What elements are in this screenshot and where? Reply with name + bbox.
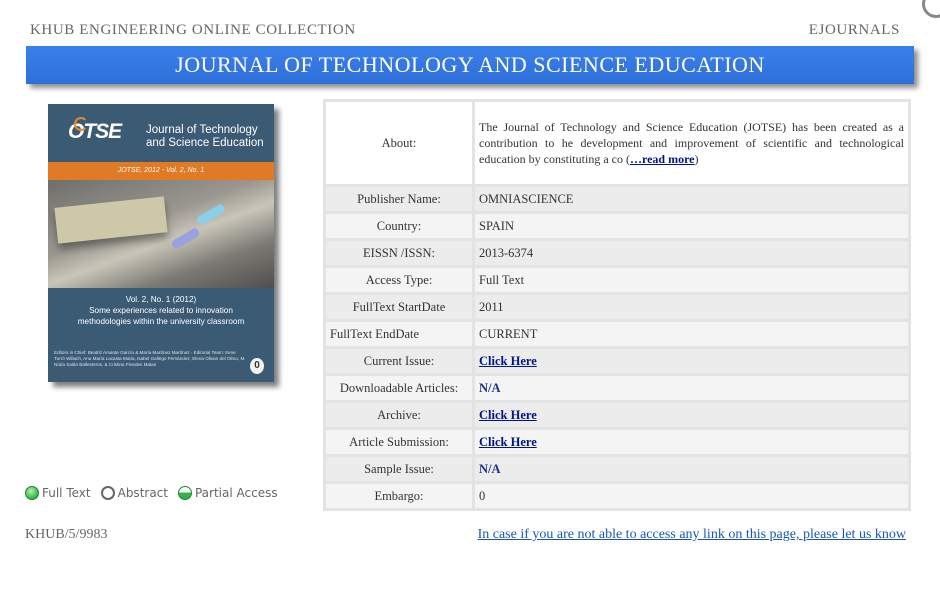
na-text: N/A: [479, 461, 501, 476]
na-text: N/A: [479, 380, 501, 395]
downloadable-articles-value: [475, 376, 908, 400]
cover-editors: Editors in Chief: Beatriz Amante García & María Martínez Martínez · Editorial Team: Irene Turró Willach, Ana María Lacasta Matía, Isabel Gallego Fernández, Elena Olivan del Olmo, M. Núria Salán Ballesteros, & Cristina Pinedes Matas: [54, 350, 246, 367]
sample-issue-label: Sample Issue:: [326, 457, 472, 481]
close-icon[interactable]: [922, 0, 940, 18]
legend-abstract: [101, 486, 168, 500]
table-row: [326, 268, 908, 292]
journal-info-table: [323, 99, 911, 511]
access-type-value: Full Text: [475, 268, 908, 292]
article-submission-link[interactable]: Click Here: [479, 434, 537, 449]
sample-issue-value: [475, 457, 908, 481]
cover-title: [146, 124, 264, 150]
collection-name: KHUB ENGINEERING ONLINE COLLECTION: [30, 22, 356, 38]
fulltext-start-value: 2011: [475, 295, 908, 319]
issn-label: EISSN /ISSN:: [326, 241, 472, 265]
cover-band: JOTSE, 2012 - Vol. 2, No. 1: [48, 162, 274, 180]
embargo-value: 0: [475, 484, 908, 508]
current-issue-value: [475, 349, 908, 373]
report-access-issue-link[interactable]: In case if you are not able to access any link on this page, please let us know: [477, 527, 906, 542]
article-submission-label: Article Submission:: [326, 430, 472, 454]
legend-label: Partial Access: [194, 486, 278, 500]
legend-label: Full Text: [42, 486, 91, 500]
publisher-label: Publisher Name:: [326, 187, 472, 211]
table-row: [326, 214, 908, 238]
about-text: The Journal of Technology and Science Education (JOTSE) has been created as a contribution to he development and improvement of scientific and technological education by constituting a co (: [479, 120, 904, 166]
table-row: [326, 376, 908, 400]
cover-header: [48, 104, 274, 162]
country-label: Country:: [326, 214, 472, 238]
table-row: [326, 403, 908, 427]
journal-id: KHUB/5/9983: [25, 527, 108, 542]
table-row: [326, 241, 908, 265]
access-type-label: Access Type:: [326, 268, 472, 292]
jotse-logo: OTSE: [68, 120, 122, 143]
cover-volume-line: Some experiences related to innovation: [89, 306, 233, 315]
cover-title-line: and Science Education: [146, 137, 264, 149]
about-value: [475, 102, 908, 184]
table-row: [326, 457, 908, 481]
abstract-icon: [101, 486, 115, 500]
table-row: [326, 430, 908, 454]
legend-full-text: [25, 486, 91, 500]
section-name: EJOURNALS: [808, 22, 900, 38]
article-submission-value: [475, 430, 908, 454]
legend-label: Abstract: [117, 486, 168, 500]
journal-title-bar: [26, 46, 914, 84]
publisher-value: OMNIASCIENCE: [475, 187, 908, 211]
cover-title-line: Journal of Technology: [146, 124, 258, 136]
cover-volume-line: methodologies within the university classroom: [77, 317, 245, 326]
cover-volume-text: [48, 294, 274, 327]
table-row: [326, 349, 908, 373]
cover-badge-icon: 0: [250, 358, 264, 374]
table-row: [326, 187, 908, 211]
current-issue-link[interactable]: Click Here: [479, 353, 537, 368]
partial-access-icon: [178, 486, 192, 500]
cover-volume-line: Vol. 2, No. 1 (2012): [125, 295, 197, 304]
archive-link[interactable]: Click Here: [479, 407, 537, 422]
fulltext-end-label: FullText EndDate: [326, 322, 472, 346]
current-issue-label: Current Issue:: [326, 349, 472, 373]
about-close: ): [694, 152, 699, 166]
full-text-icon: [25, 486, 39, 500]
fulltext-end-value: CURRENT: [475, 322, 908, 346]
embargo-label: Embargo:: [326, 484, 472, 508]
legend-partial-access: [178, 486, 278, 500]
fulltext-start-label: FullText StartDate: [326, 295, 472, 319]
cover-photo: [48, 180, 274, 288]
page-title: JOURNAL OF TECHNOLOGY AND SCIENCE EDUCATION: [175, 52, 765, 77]
table-row: [326, 322, 908, 346]
country-value: SPAIN: [475, 214, 908, 238]
read-more-link[interactable]: …read more: [629, 152, 695, 166]
journal-cover-image: [48, 104, 274, 382]
table-row: [326, 295, 908, 319]
table-row: [326, 484, 908, 508]
downloadable-articles-label: Downloadable Articles:: [326, 376, 472, 400]
about-label: About:: [326, 102, 472, 184]
archive-value: [475, 403, 908, 427]
issn-value: 2013-6374: [475, 241, 908, 265]
table-row: [326, 102, 908, 184]
access-legend: [25, 486, 288, 500]
archive-label: Archive:: [326, 403, 472, 427]
